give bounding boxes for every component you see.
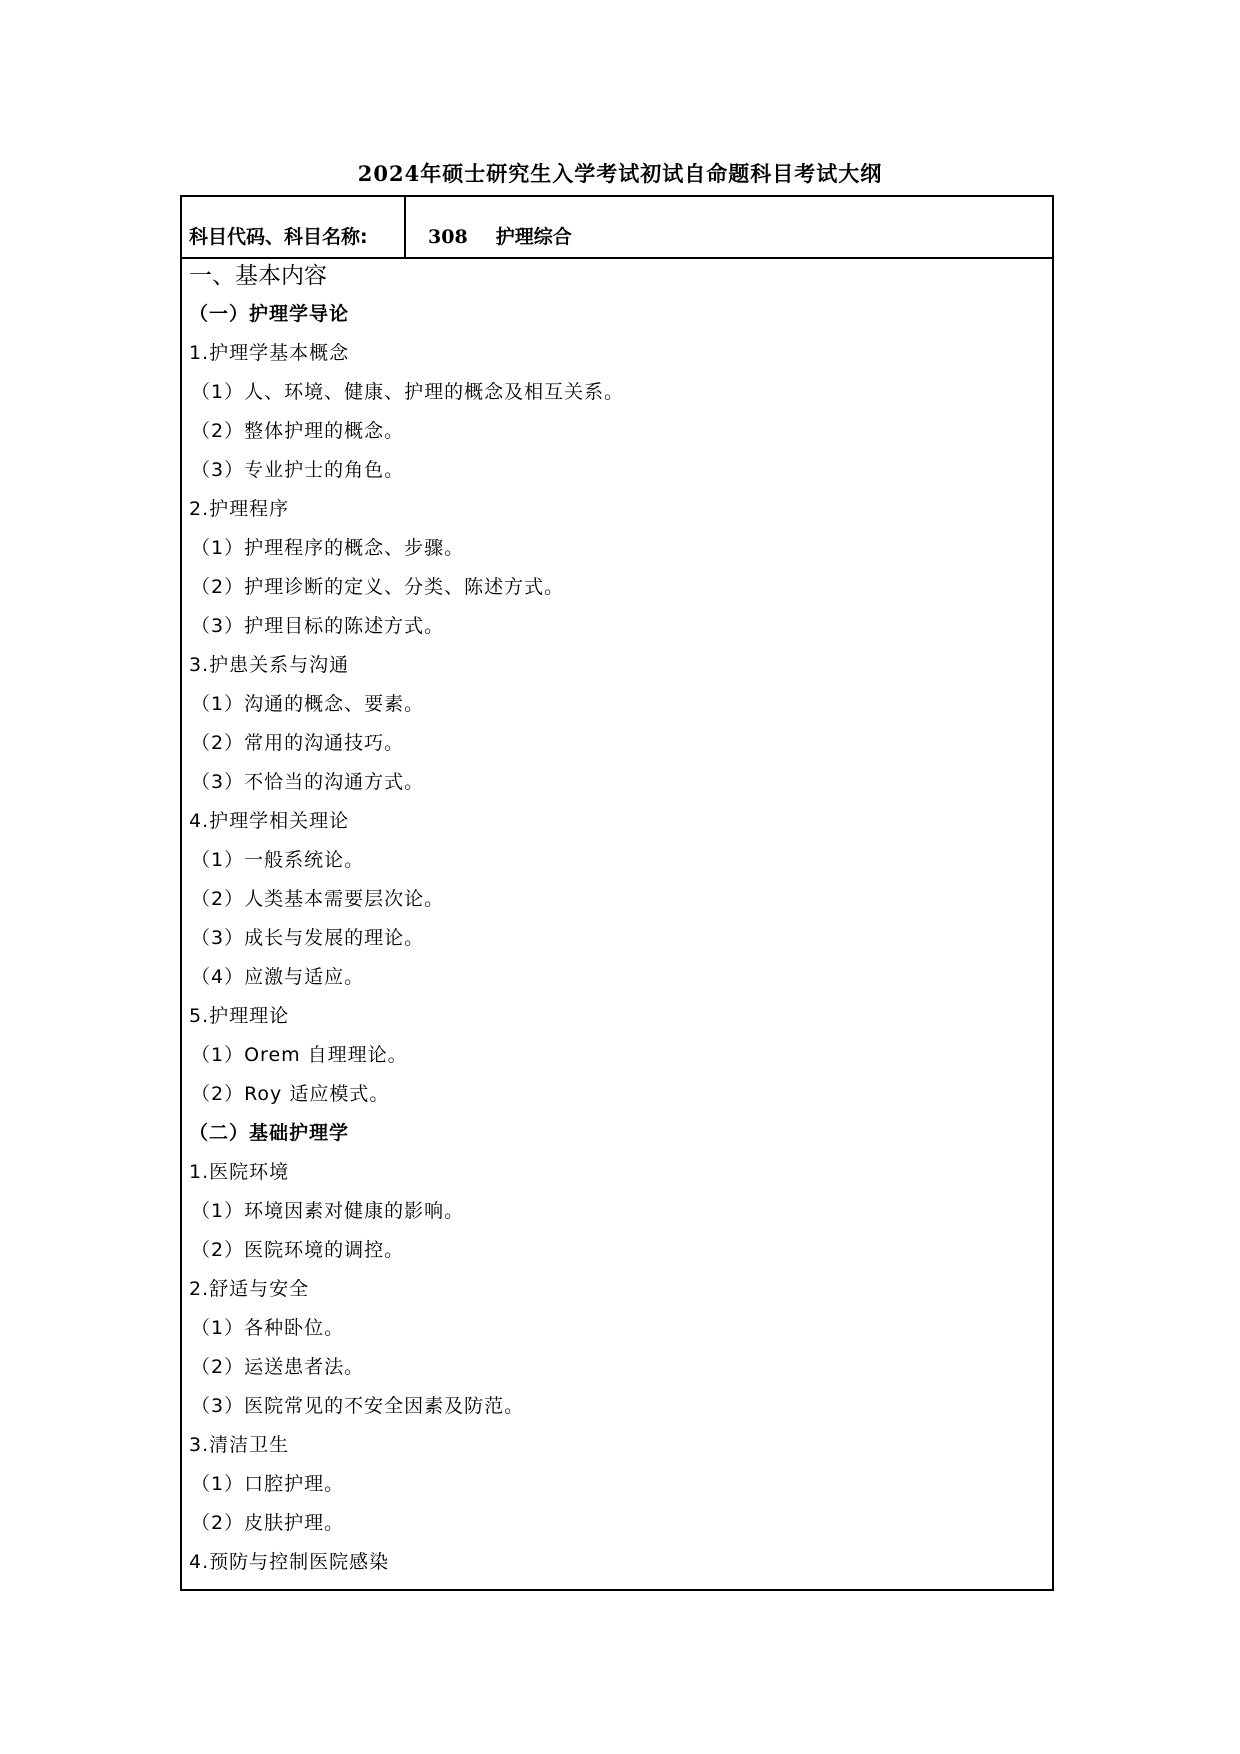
syllabus-content bbox=[182, 259, 1052, 1582]
document-title: 2024年硕士研究生入学考试初试自命题科目考试大纲 bbox=[357, 161, 883, 186]
list-item: （2）皮肤护理。 bbox=[191, 1512, 345, 1534]
list-item: （4）应激与适应。 bbox=[191, 966, 365, 988]
subject-header-row bbox=[182, 197, 1052, 259]
topic-heading: 1.护理学基本概念 bbox=[189, 342, 350, 364]
list-item: （1）各种卧位。 bbox=[191, 1317, 345, 1339]
list-item: （1）口腔护理。 bbox=[191, 1473, 345, 1495]
list-item: （3）不恰当的沟通方式。 bbox=[191, 771, 425, 793]
subject-code: 308 bbox=[428, 226, 468, 248]
topic-heading: 5.护理理论 bbox=[189, 1005, 290, 1027]
topic-heading: 2.舒适与安全 bbox=[189, 1278, 310, 1300]
topic-heading: 2.护理程序 bbox=[189, 498, 290, 520]
section-heading: （二）基础护理学 bbox=[189, 1122, 350, 1144]
list-item: （1）护理程序的概念、步骤。 bbox=[191, 537, 465, 559]
part-heading: 一、基本内容 bbox=[189, 263, 327, 289]
topic-heading: 4.预防与控制医院感染 bbox=[189, 1551, 390, 1573]
topic-heading: 4.护理学相关理论 bbox=[189, 810, 350, 832]
list-item: （2）护理诊断的定义、分类、陈述方式。 bbox=[191, 576, 565, 598]
list-item: （2）运送患者法。 bbox=[191, 1356, 365, 1378]
list-item: （1）一般系统论。 bbox=[191, 849, 365, 871]
list-item: （3）护理目标的陈述方式。 bbox=[191, 615, 445, 637]
list-item: （1）环境因素对健康的影响。 bbox=[191, 1200, 465, 1222]
subject-value bbox=[406, 197, 572, 257]
list-item: （3）成长与发展的理论。 bbox=[191, 927, 425, 949]
list-item: （2）人类基本需要层次论。 bbox=[191, 888, 445, 910]
section-heading: （一）护理学导论 bbox=[189, 303, 350, 325]
topic-heading: 3.护患关系与沟通 bbox=[189, 654, 350, 676]
subject-name: 护理综合 bbox=[495, 226, 572, 248]
list-item: （3）专业护士的角色。 bbox=[191, 459, 405, 481]
list-item: （2）常用的沟通技巧。 bbox=[191, 732, 405, 754]
list-item: （1）Orem 自理理论。 bbox=[191, 1044, 408, 1066]
list-item: （1）沟通的概念、要素。 bbox=[191, 693, 425, 715]
topic-heading: 3.清洁卫生 bbox=[189, 1434, 290, 1456]
list-item: （2）整体护理的概念。 bbox=[191, 420, 405, 442]
list-item: （2）医院环境的调控。 bbox=[191, 1239, 405, 1261]
list-item: （1）人、环境、健康、护理的概念及相互关系。 bbox=[191, 381, 625, 403]
subject-label: 科目代码、科目名称: bbox=[182, 197, 406, 257]
list-item: （3）医院常见的不安全因素及防范。 bbox=[191, 1395, 525, 1417]
list-item: （2）Roy 适应模式。 bbox=[191, 1083, 390, 1105]
syllabus-table bbox=[180, 195, 1054, 1591]
topic-heading: 1.医院环境 bbox=[189, 1161, 290, 1183]
